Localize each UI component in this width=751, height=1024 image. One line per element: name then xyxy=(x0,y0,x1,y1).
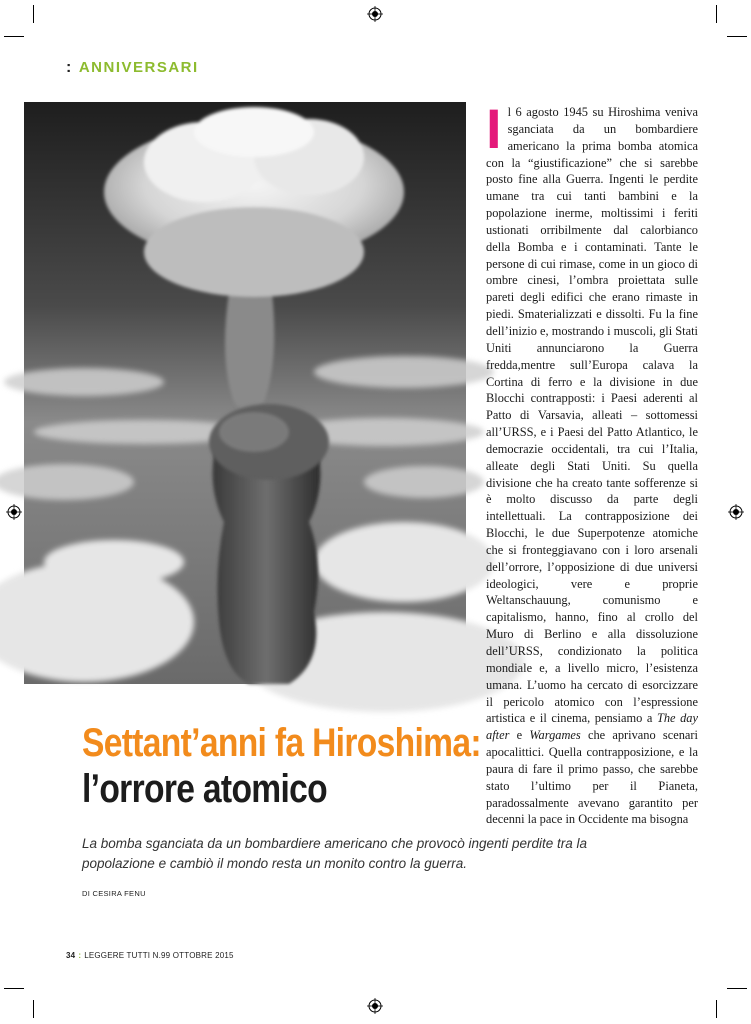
title-line-2: l’orrore atomico xyxy=(82,767,328,811)
registration-mark-icon xyxy=(367,998,383,1014)
mushroom-cloud-photo xyxy=(24,102,466,684)
crop-mark xyxy=(33,1000,34,1018)
page-number: 34 xyxy=(66,951,76,960)
title-line-1: Settant’anni fa Hiroshima: xyxy=(82,721,481,765)
article-title xyxy=(82,720,620,812)
crop-mark xyxy=(727,36,747,37)
registration-mark-icon xyxy=(6,504,22,520)
crop-mark xyxy=(716,1000,717,1018)
registration-mark-icon xyxy=(728,504,744,520)
footer-colon: : xyxy=(78,951,82,960)
section-label xyxy=(66,59,199,77)
article-subtitle: La bomba sganciata da un bombardiere americano che provocò ingenti perdite tra la popolazione e cambiò il mondo resta un monito contro la guerra. xyxy=(82,836,588,871)
article-body xyxy=(486,97,698,827)
article-paragraph-continued: che aprivano scenari apocalittici. Quella contrapposizione, e la paura di fare il primo passo, che sarebbe stato l’ultimo per il Pianeta, paradossalmente avevano garantito per decenni la pace in Occidente ma bisogna xyxy=(486,728,698,827)
crop-mark xyxy=(716,5,717,23)
publication-info: LEGGERE TUTTI N.99 OTTOBRE 2015 xyxy=(84,951,234,960)
mushroom-cloud-image xyxy=(24,102,466,684)
crop-mark xyxy=(4,988,24,989)
byline: DI CESIRA FENU xyxy=(82,889,146,898)
article-paragraph: l 6 agosto 1945 su Hiroshima veniva sganciata da un bombardiere americano la prima bomba atomica con la “giustificazione” che si sarebbe posto fine alla Guerra. Ingenti le perdite umane tra cui tanti bambini e la popolazione inerme, moltissimi i feriti ustionati orribilmente dal calorbianco della Bomba e i contaminati. Tante le persone di cui rimase, come in un gioco di ombre cinesi, l’ombra proiettata sulle pareti degli edifici che erano rimaste in piedi. Smaterializzati e dissolti. Fu la fine dell’inizio e, mostrando i muscoli, gli Stati Uniti annunciarono la Guerra fredda,mentre sull’Europa calava la Cortina di ferro e la divisione in due Blocchi contrapposti: i Paesi aderenti al Patto di Varsavia, alleati – sottomessi all’URSS, e i Paesi del Patto Atlantico, le democrazie occidentali, tra cui l’Italia, alleate degli Stati Uniti. Su quella divisione che ha creato tante sofferenze si è molto discusso da parte degli intellettuali. La contrapposizione dei Blocchi, le due Superpotenze atomiche che si fronteggiavano con i loro arsenali dell’orrore, l’opposizione di due universi ideologici, vere e proprie Weltanschauung, comunismo e capitalismo, hanno, fino al crollo del Muro di Berlino e alla dissoluzione dell’URSS, condizionato la politica mondiale e, a livello micro, l’esistenza umana. L’uomo ha cercato di esorcizzare il pericolo atomico con l’espressione artistica e il cinema, pensiamo a xyxy=(486,105,698,726)
section-colon: : xyxy=(66,59,73,76)
page-footer xyxy=(66,951,234,960)
film-title: Wargames xyxy=(529,728,581,743)
registration-mark-icon xyxy=(367,6,383,22)
drop-cap: I xyxy=(486,97,502,160)
crop-mark xyxy=(4,36,24,37)
article-conjunction: e xyxy=(509,728,530,743)
film-title: The day after xyxy=(486,711,698,743)
section-label-text: ANNIVERSARI xyxy=(78,59,199,76)
crop-mark xyxy=(727,988,747,989)
crop-mark xyxy=(33,5,34,23)
